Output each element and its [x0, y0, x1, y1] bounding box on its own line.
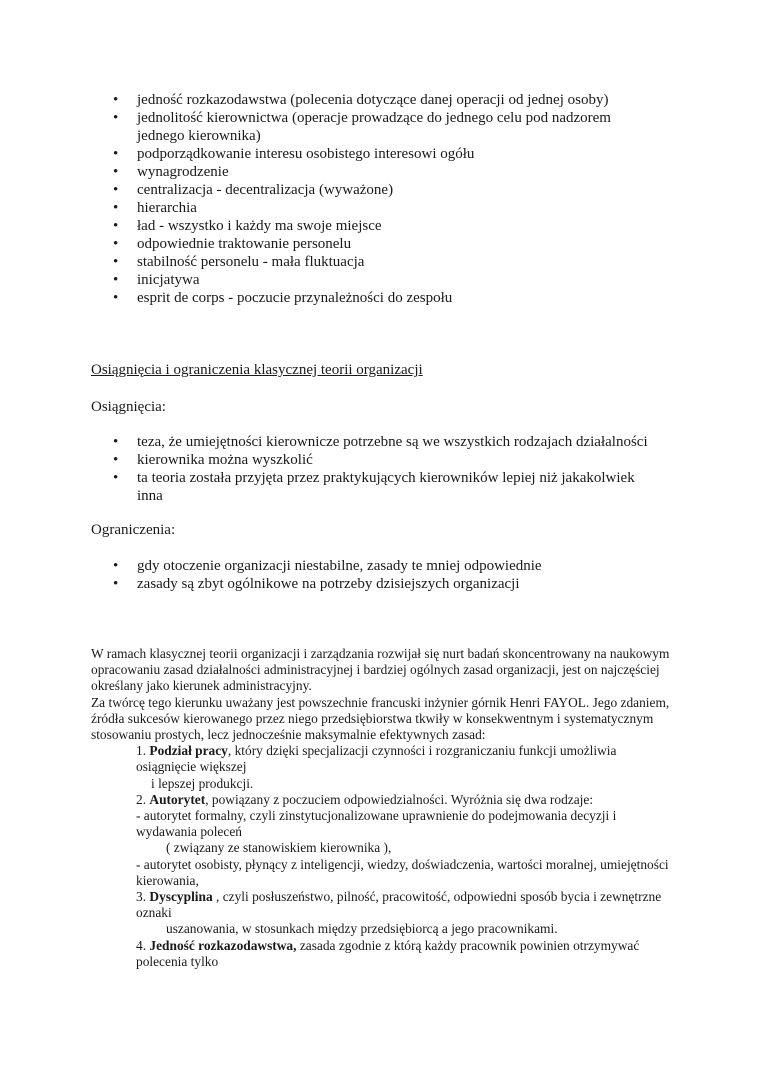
item-text: , powiązany z poczuciem odpowiedzialności. Wyróżnia się dwa rodzaje: — [205, 791, 594, 807]
item-text: , który dzięki specjalizacji czynności i rozgraniczaniu funkcji umożliwia osiągnięcie większej — [136, 743, 617, 775]
achievements-label: Osiągnięcia: — [91, 399, 166, 415]
list-item: • hierarchia — [0, 199, 760, 217]
item-title: Autorytet — [149, 791, 206, 807]
body-text — [91, 646, 671, 970]
item-title: Dyscyplina — [149, 889, 213, 905]
item-number: 2. — [136, 791, 147, 807]
item-title: Jedność rozkazodawstwa, — [149, 937, 297, 953]
sub-item: - autorytet formalny, czyli zinstytucjonalizowane uprawnienie do podejmowania decyzji i wydawania poleceń — [136, 808, 617, 840]
principle-item — [91, 792, 671, 808]
list-item: • podporządkowanie interesu osobistego interesowi ogółu — [0, 145, 760, 163]
list-item: • zasady są zbyt ogólnikowe na potrzeby dzisiejszych organizacji — [0, 575, 760, 593]
item-number: 4. — [136, 937, 147, 953]
list-item: • teza, że umiejętności kierownicze potrzebne są we wszystkich rodzajach działalności — [0, 433, 760, 451]
list-item: • kierownika można wyszkolić — [0, 451, 760, 469]
paragraph: W ramach klasycznej teorii organizacji i zarządzania rozwijał się nurt badań skoncentrowany na naukowym opracowaniu zasad działalności administracyjnej i bardziej ogólnych zasad organizacji, jest on najczęściej określany jako kierunek administracyjny. — [91, 646, 670, 694]
item-title: Podział pracy — [149, 743, 228, 759]
limitations-list — [0, 557, 760, 593]
item-text: zasada zgodnie z którą każdy pracownik powinien otrzymywać polecenia tylko — [136, 937, 640, 969]
list-item: • gdy otoczenie organizacji niestabilne, zasady te mniej odpowiednie — [0, 557, 760, 575]
limitations-label: Ograniczenia: — [91, 522, 176, 538]
sub-item: - autorytet osobisty, płynący z inteligencji, wiedzy, doświadczenia, wartości moralnej, umiejętności kierowania, — [136, 856, 669, 888]
list-item: • centralizacja - decentralizacja (wyważone) — [0, 181, 760, 199]
principle-item — [91, 889, 671, 921]
item-continuation: i lepszej produkcji. — [151, 775, 254, 791]
list-item: • ład - wszystko i każdy ma swoje miejsce — [0, 217, 760, 235]
list-item: • stabilność personelu - mała fluktuacja — [0, 253, 760, 271]
list-item: • wynagrodzenie — [0, 163, 760, 181]
item-continuation: uszanowania, w stosunkach między przedsiębiorcą a jego pracownikami. — [166, 921, 558, 937]
item-number: 1. — [136, 743, 147, 759]
principle-item — [91, 743, 671, 775]
list-item: • esprit de corps - poczucie przynależności do zespołu — [0, 289, 760, 307]
list-item: • ta teoria została przyjęta przez praktykujących kierowników lepiej niż jakakolwiek inna — [0, 469, 760, 505]
list-item: • jedność rozkazodawstwa (polecenia dotyczące danej operacji od jednej osoby) — [0, 91, 760, 109]
item-number: 3. — [136, 889, 147, 905]
fayol-principles-list — [0, 91, 760, 307]
item-text: , czyli posłuszeństwo, pilność, pracowitość, odpowiedni sposób bycia i zewnętrzne oznaki — [136, 889, 662, 921]
achievements-list — [0, 433, 760, 505]
list-item: • inicjatywa — [0, 271, 760, 289]
list-item: • jednolitość kierownictwa (operacje prowadzące do jednego celu pod nadzorem jednego kierownika) — [0, 109, 760, 145]
principle-item — [91, 938, 671, 970]
list-item: • odpowiednie traktowanie personelu — [0, 235, 760, 253]
item-continuation: ( związany ze stanowiskiem kierownika ), — [166, 840, 392, 856]
section-heading: Osiągnięcia i ograniczenia klasycznej teorii organizacji — [91, 362, 423, 378]
paragraph: Za twórcę tego kierunku uważany jest powszechnie francuski inżynier górnik Henri FAYOL. Jego zdaniem, źródła sukcesów kierowanego przez niego przedsiębiorstwa tkwiły w konsekwentnym i systematycznym stosowaniu prostych, lecz jednocześnie maksymalnie efektywnych zasad: — [91, 694, 670, 743]
